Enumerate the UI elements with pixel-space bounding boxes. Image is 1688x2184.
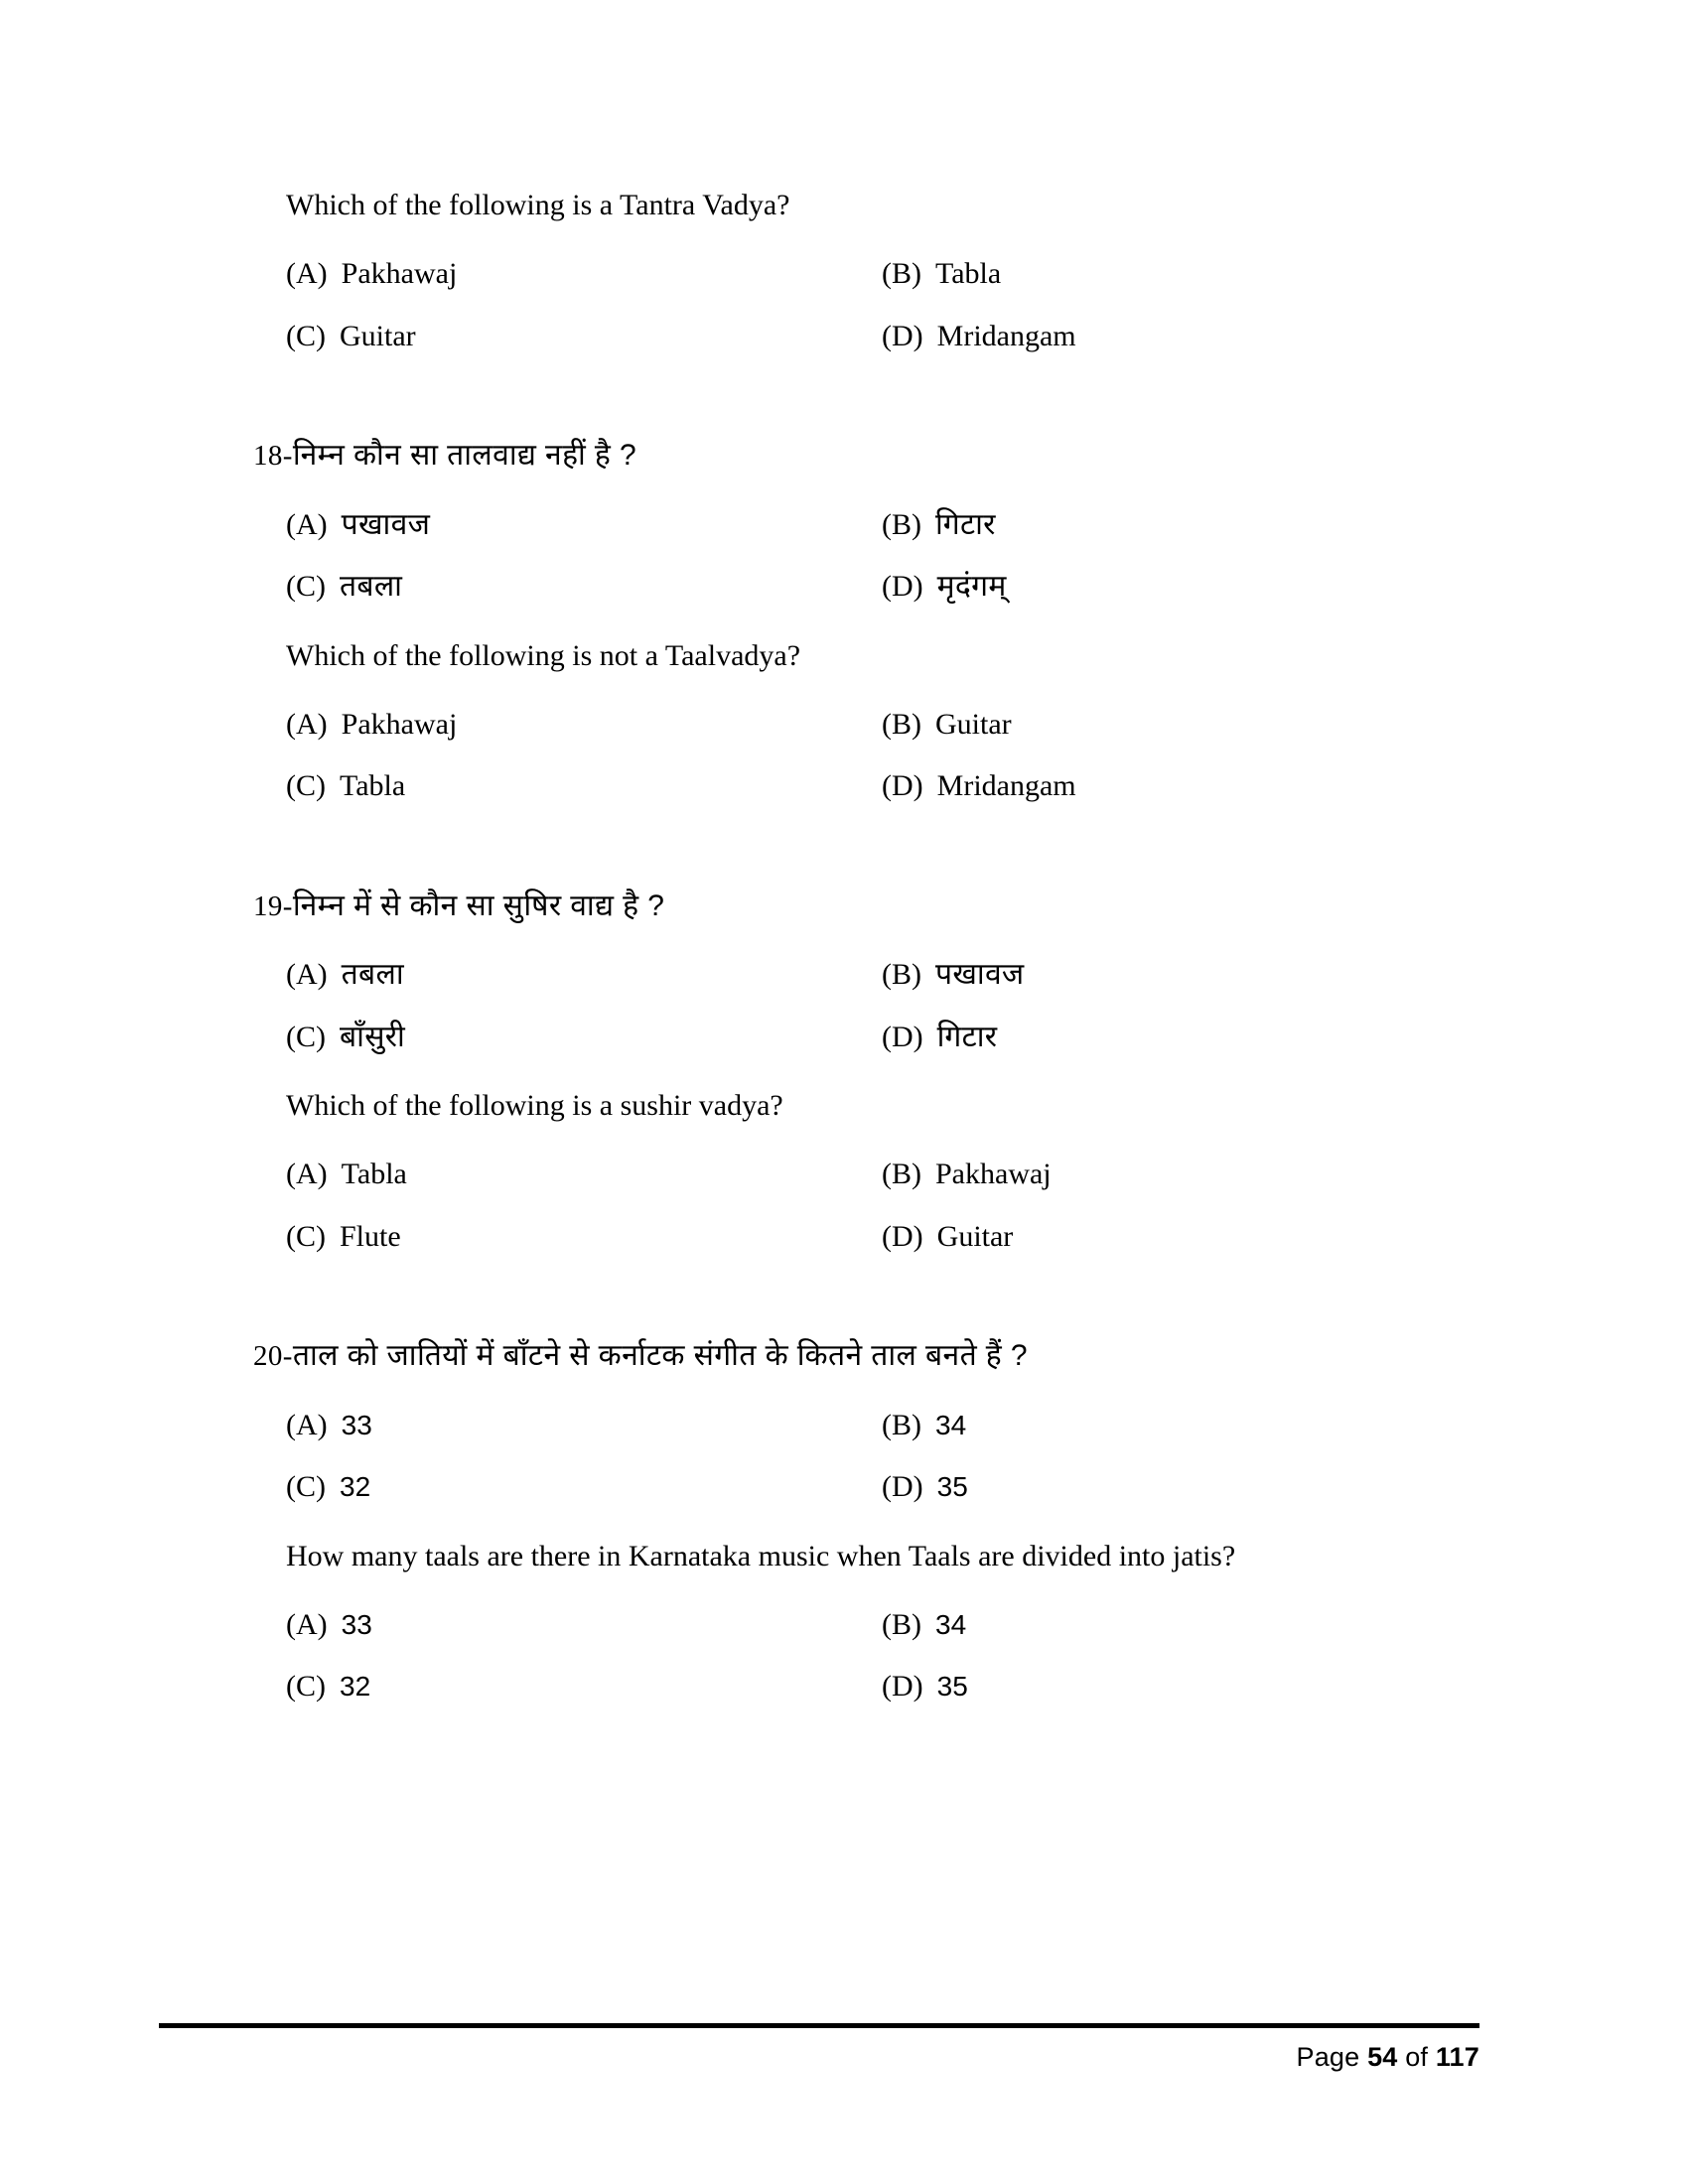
spacer bbox=[286, 1645, 1458, 1667]
option-label: (B) bbox=[882, 707, 921, 741]
question-stem-hindi bbox=[253, 885, 1688, 928]
option-label: (B) bbox=[882, 507, 921, 541]
option-text: Tabla bbox=[341, 1158, 407, 1190]
option-b[interactable] bbox=[882, 1605, 1438, 1646]
option-a[interactable] bbox=[286, 1605, 882, 1646]
question-number: 20- bbox=[253, 1340, 293, 1372]
option-text: 32 bbox=[340, 1671, 371, 1702]
question-stem-english: Which of the following is not a Taalvadya? bbox=[286, 638, 801, 672]
question-block-18 bbox=[0, 434, 1688, 807]
question-text-hindi: निम्न में से कौन सा सुषिर वाद्य है ? bbox=[292, 888, 665, 922]
question-stem-hindi bbox=[253, 1334, 1688, 1378]
option-label: (C) bbox=[286, 769, 326, 802]
option-label: (D) bbox=[882, 769, 923, 802]
spacer bbox=[0, 478, 1688, 505]
option-list-english bbox=[286, 1155, 1458, 1257]
spacer bbox=[286, 996, 1458, 1018]
option-row bbox=[286, 254, 1458, 295]
option-text: बाँसुरी bbox=[340, 1020, 406, 1053]
option-c[interactable] bbox=[286, 317, 882, 357]
option-text: Pakhawaj bbox=[341, 707, 458, 741]
question-stem-hindi bbox=[253, 434, 1688, 478]
option-text: 35 bbox=[936, 1471, 968, 1502]
option-list-hindi bbox=[286, 1406, 1458, 1508]
option-b[interactable] bbox=[882, 705, 1438, 746]
option-b[interactable] bbox=[882, 955, 1438, 996]
option-a[interactable] bbox=[286, 705, 882, 746]
option-text: तबला bbox=[340, 570, 403, 603]
option-text: पखावज bbox=[341, 507, 431, 541]
question-text-hindi: ताल को जातियों में बाँटने से कर्नाटक संगीत के कितने ताल बनते हैं ? bbox=[292, 1339, 1028, 1372]
option-list-hindi bbox=[286, 955, 1458, 1057]
option-text: Pakhawaj bbox=[341, 257, 458, 290]
option-text: गिटार bbox=[936, 1020, 998, 1053]
option-label: (B) bbox=[882, 1607, 921, 1641]
question-stem-english: Which of the following is a sushir vadya? bbox=[286, 1089, 783, 1122]
option-row bbox=[286, 955, 1458, 996]
spacer bbox=[286, 1445, 1458, 1467]
option-label: (A) bbox=[286, 707, 328, 741]
spacer bbox=[0, 608, 1688, 635]
option-a[interactable] bbox=[286, 505, 882, 546]
option-text: 33 bbox=[341, 1608, 372, 1640]
option-label: (A) bbox=[286, 507, 328, 541]
option-label: (D) bbox=[882, 319, 923, 352]
option-label: (D) bbox=[882, 1470, 923, 1503]
spacer bbox=[0, 1378, 1688, 1406]
option-text: पखावज bbox=[935, 958, 1025, 991]
option-d[interactable] bbox=[882, 567, 1438, 608]
question-text-hindi: निम्न कौन सा तालवाद्य नहीं है ? bbox=[292, 439, 637, 472]
option-row bbox=[286, 766, 1458, 807]
option-text: 33 bbox=[341, 1409, 372, 1440]
option-a[interactable] bbox=[286, 1155, 882, 1195]
option-b[interactable] bbox=[882, 1155, 1438, 1195]
spacer bbox=[0, 807, 1688, 885]
option-list-english bbox=[286, 1605, 1458, 1707]
spacer bbox=[0, 356, 1688, 434]
option-text: 35 bbox=[936, 1671, 968, 1702]
option-label: (B) bbox=[882, 1408, 921, 1441]
option-d[interactable] bbox=[882, 766, 1438, 807]
spacer bbox=[0, 226, 1688, 254]
option-d[interactable] bbox=[882, 1217, 1438, 1258]
spacer bbox=[286, 295, 1458, 317]
option-label: (B) bbox=[882, 958, 921, 991]
option-row bbox=[286, 1406, 1458, 1446]
option-text: गिटार bbox=[935, 507, 996, 541]
option-c[interactable] bbox=[286, 766, 882, 807]
option-label: (B) bbox=[882, 257, 921, 290]
question-block-partial bbox=[0, 185, 1688, 356]
option-row bbox=[286, 1018, 1458, 1058]
option-row bbox=[286, 1217, 1458, 1258]
page-number-label bbox=[159, 2042, 1479, 2073]
option-text: 34 bbox=[935, 1409, 967, 1440]
option-text: Mridangam bbox=[936, 319, 1076, 352]
option-a[interactable] bbox=[286, 1406, 882, 1446]
option-list-hindi bbox=[286, 505, 1458, 608]
option-d[interactable] bbox=[882, 1018, 1438, 1058]
spacer bbox=[0, 677, 1688, 705]
option-c[interactable] bbox=[286, 1018, 882, 1058]
option-row bbox=[286, 1605, 1458, 1646]
question-stem-english: How many taals are there in Karnataka music when Taals are divided into jatis? bbox=[286, 1539, 1236, 1572]
option-row bbox=[286, 317, 1458, 357]
option-text: Mridangam bbox=[936, 769, 1076, 802]
option-list-english bbox=[286, 705, 1458, 807]
option-text: 34 bbox=[935, 1608, 967, 1640]
option-label: (A) bbox=[286, 257, 328, 290]
option-b[interactable] bbox=[882, 254, 1438, 295]
question-number: 19- bbox=[253, 889, 293, 922]
option-text: Tabla bbox=[340, 769, 406, 802]
option-label: (A) bbox=[286, 958, 328, 991]
spacer bbox=[0, 1577, 1688, 1605]
option-c[interactable] bbox=[286, 1217, 882, 1258]
spacer bbox=[0, 927, 1688, 955]
spacer bbox=[286, 745, 1458, 766]
option-text: Guitar bbox=[340, 319, 416, 352]
option-text: Pakhawaj bbox=[935, 1158, 1052, 1190]
option-a[interactable] bbox=[286, 955, 882, 996]
option-text: मृदंगम् bbox=[936, 570, 1007, 603]
option-row bbox=[286, 1155, 1458, 1195]
spacer bbox=[0, 1057, 1688, 1085]
option-label: (C) bbox=[286, 1670, 326, 1703]
option-text: Tabla bbox=[935, 257, 1002, 290]
option-c[interactable] bbox=[286, 1667, 882, 1707]
spacer bbox=[286, 1195, 1458, 1217]
option-b[interactable] bbox=[882, 505, 1438, 546]
option-label: (C) bbox=[286, 1470, 326, 1503]
option-row bbox=[286, 1667, 1458, 1707]
page-number-total: 117 bbox=[1435, 2042, 1479, 2072]
option-text: Guitar bbox=[935, 707, 1012, 741]
option-label: (D) bbox=[882, 1020, 923, 1053]
page-number-current: 54 bbox=[1367, 2042, 1398, 2072]
spacer bbox=[0, 1508, 1688, 1536]
footer-divider bbox=[159, 2023, 1479, 2028]
question-block-20 bbox=[0, 1334, 1688, 1707]
option-label: (C) bbox=[286, 319, 326, 352]
question-stem-english: Which of the following is a Tantra Vadya? bbox=[286, 189, 790, 221]
option-text: Guitar bbox=[936, 1219, 1014, 1253]
option-d[interactable] bbox=[882, 1467, 1438, 1508]
option-label: (A) bbox=[286, 1607, 328, 1641]
option-label: (C) bbox=[286, 1219, 326, 1253]
spacer bbox=[286, 545, 1458, 567]
page-footer bbox=[159, 2023, 1479, 2073]
option-label: (D) bbox=[882, 1219, 923, 1253]
spacer bbox=[0, 1127, 1688, 1155]
option-row bbox=[286, 505, 1458, 546]
option-label: (D) bbox=[882, 1670, 923, 1703]
option-label: (B) bbox=[882, 1158, 921, 1190]
option-d[interactable] bbox=[882, 1667, 1438, 1707]
option-label: (A) bbox=[286, 1408, 328, 1441]
option-label: (A) bbox=[286, 1158, 328, 1190]
option-d[interactable] bbox=[882, 317, 1438, 357]
question-number: 18- bbox=[253, 440, 293, 472]
option-text: तबला bbox=[341, 958, 404, 991]
question-block-19 bbox=[0, 885, 1688, 1258]
option-row bbox=[286, 705, 1458, 746]
spacer bbox=[0, 1257, 1688, 1334]
option-list-english bbox=[286, 254, 1458, 356]
option-text: Flute bbox=[340, 1219, 401, 1253]
option-b[interactable] bbox=[882, 1406, 1438, 1446]
option-label: (C) bbox=[286, 570, 326, 603]
option-a[interactable] bbox=[286, 254, 882, 295]
option-row bbox=[286, 567, 1458, 608]
page-label-middle: of bbox=[1405, 2042, 1429, 2072]
option-row bbox=[286, 1467, 1458, 1508]
option-c[interactable] bbox=[286, 1467, 882, 1508]
option-c[interactable] bbox=[286, 567, 882, 608]
option-label: (C) bbox=[286, 1020, 326, 1053]
option-label: (D) bbox=[882, 570, 923, 603]
page-label-prefix: Page bbox=[1296, 2042, 1360, 2072]
option-text: 32 bbox=[340, 1471, 371, 1502]
